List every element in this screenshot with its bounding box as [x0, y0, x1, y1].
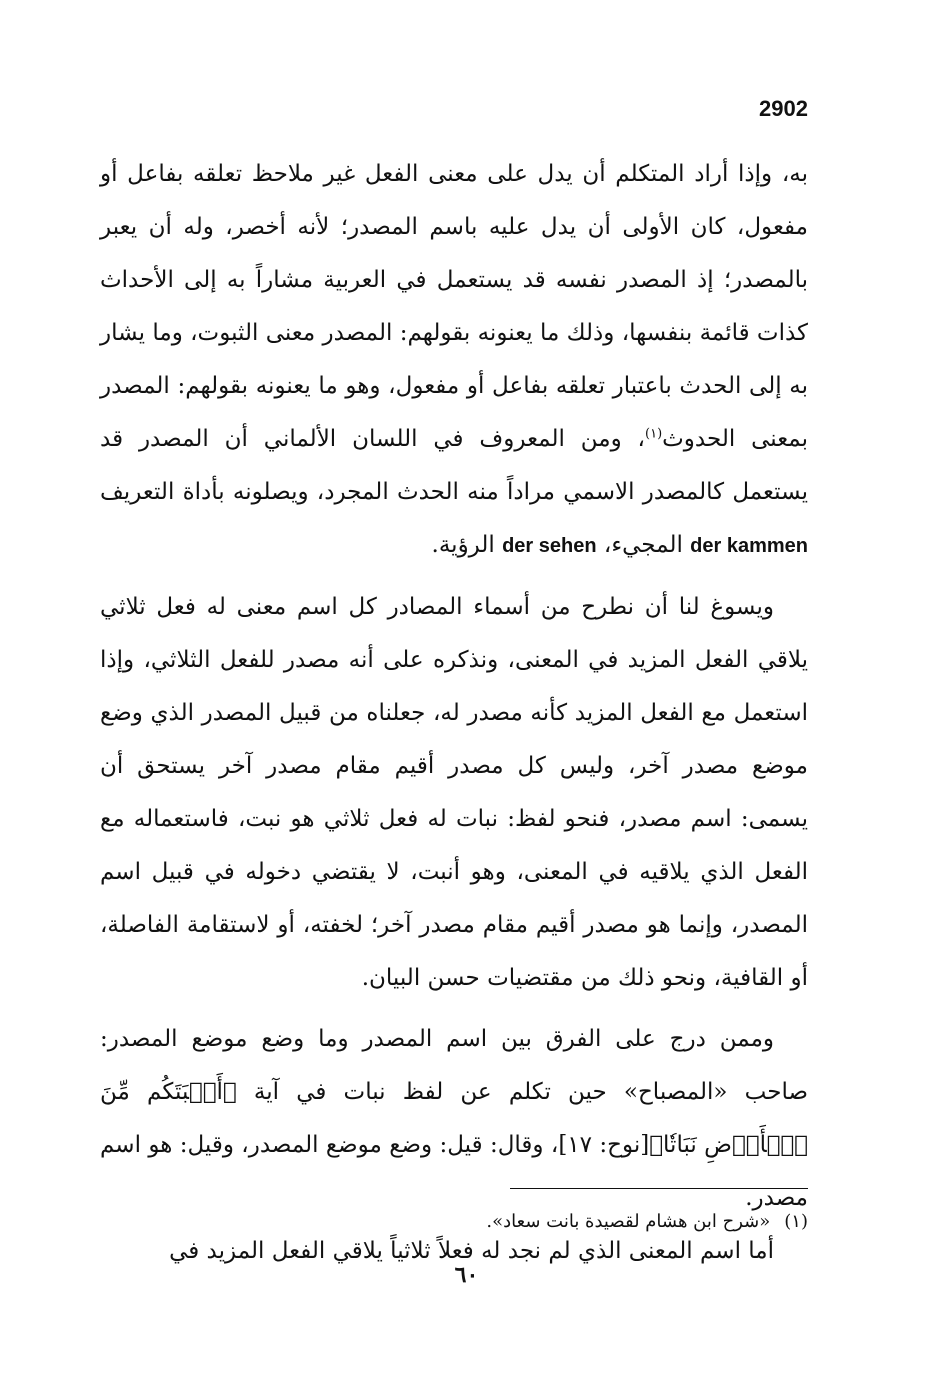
german-term-2: der sehen [502, 535, 597, 557]
body-text [100, 148, 808, 1278]
paragraph-1-middle: المجيء، [596, 532, 691, 558]
footnote-number: (١) [784, 1211, 808, 1232]
footnote-divider [510, 1188, 808, 1189]
paragraph-1-text: به، وإذا أراد المتكلم أن يدل على معنى الفعل غير ملاحظ تعلقه بفاعل أو مفعول، كان الأولى أن يدل عليه باسم المصدر؛ لأنه أخصر، وله أن يعبر بالمصدر؛ إذ المصدر نفسه قد يستعمل في العربية مشاراً به إلى الأحداث كذات قائمة بنفسها، وذلك ما يعنونه بقولهم: المصدر معنى الثبوت، وما يشار به إلى الحدث باعتبار تعلقه بفاعل أو مفعول، وهو ما يعنونه بقولهم: المصدر بمعنى الحدوث [100, 161, 809, 452]
paragraph-4: أما اسم المعنى الذي لم نجد له فعلاً ثلاثياً يلاقي الفعل المزيد في [169, 1238, 774, 1264]
page-number-arabic: ٦٠ [454, 1262, 479, 1288]
german-term-1: der kammen [690, 535, 808, 557]
paragraph-1-continued: ، ومن المعروف في اللسان الألماني أن المصدر قد يستعمل كالمصدر الاسمي مراداً منه الحدث المجرد، ويصلونه بأداة التعريف [100, 426, 808, 505]
footnote-reference: (١) [645, 426, 663, 442]
paragraph-1 [100, 148, 808, 573]
page-number-latin: 2902 [759, 96, 808, 121]
footnote-text: «شرح ابن هشام لقصيدة بانت سعاد». [486, 1211, 771, 1232]
footnote-1 [208, 1208, 808, 1236]
paragraph-1-end: الرؤية. [431, 532, 503, 558]
paragraph-2: ويسوغ لنا أن نطرح من أسماء المصادر كل اسم معنى له فعل ثلاثي يلاقي الفعل المزيد في المعنى، ونذكره على أنه مصدر للفعل الثلاثي، وإذا استعمل مع الفعل المزيد كأنه مصدر له، جعلناه من قبيل المصدر الذي وضع موضع مصدر آخر، وليس كل مصدر أقيم مقام مصدر آخر يستحق أن يسمى: اسم مصدر، فنحو لفظ: نبات له فعل ثلاثي هو نبت، فاستعماله مع الفعل الذي يلاقيه في المعنى، وهو أنبت، لا يقتضي دخوله في قبيل اسم المصدر، وإنما هو مصدر أقيم مقام مصدر آخر؛ لخفته، أو لاستقامة الفاصلة، أو القافية، ونحو ذلك من مقتضيات حسن البيان. [100, 594, 808, 991]
paragraph-3: وممن درج على الفرق بين اسم المصدر وما وضع موضع المصدر: صاحب «المصباح» حين تكلم عن لفظ نبات في آية ﴿أَنۢبَتَكُم مِّنَ ٱلۡأَرۡضِ نَبَاتٗا﴾[نوح: ١٧]، وقال: قيل: وضع موضع المصدر، وقيل: هو اسم مصدر. [100, 1026, 808, 1211]
